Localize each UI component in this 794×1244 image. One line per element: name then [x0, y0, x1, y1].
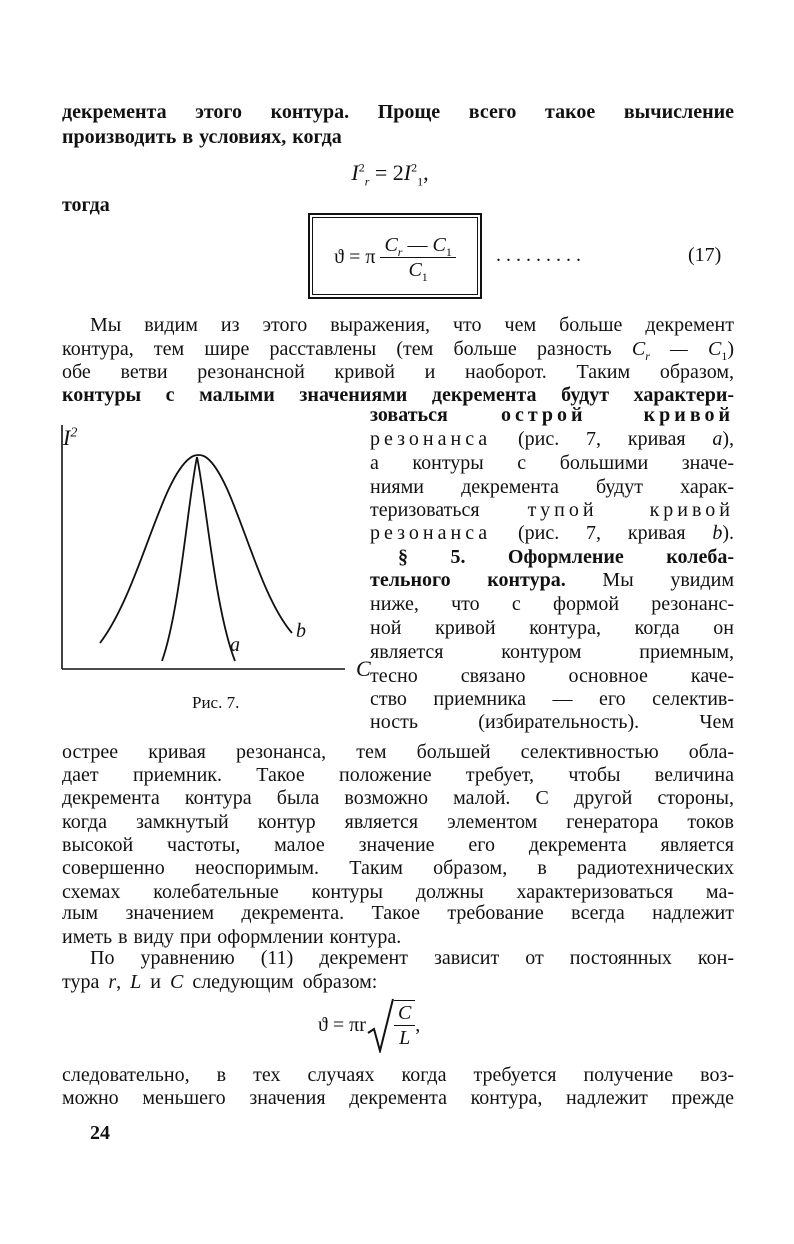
text-line — [62, 970, 734, 994]
formula-symbol: C — [631, 338, 646, 360]
figure-caption: Рис. 7. — [192, 693, 240, 712]
formula-symbol: L — [130, 971, 142, 993]
text-line: острее кривая резонанса, тем большей селективностью обла- — [62, 741, 734, 763]
decrement-formula — [318, 997, 420, 1053]
text-line: тогда — [62, 194, 110, 216]
curve-a-label: a — [230, 634, 240, 656]
formula-fraction — [394, 1000, 415, 1050]
formula-symbol: C — [169, 971, 184, 993]
text-line: обе ветви резонансной кривой и наоборот. Таким образом, — [62, 361, 734, 383]
section-heading-cont: тельного контура. — [370, 569, 566, 591]
text-line: является контуром приемным, — [370, 641, 734, 663]
text-span: ). — [722, 522, 735, 544]
text-span: (рис. 7, кривая — [518, 428, 686, 450]
spaced-text: резонанса — [370, 428, 492, 450]
formula-symbol: r — [108, 971, 117, 993]
fraction-denominator: L — [399, 1027, 411, 1049]
text-span: Мы увидим — [602, 569, 734, 591]
axis-sup: 2 — [70, 425, 78, 441]
formula-symbol: I — [351, 160, 359, 185]
curve-ref: a — [712, 428, 723, 450]
text-span: тура — [62, 971, 100, 993]
text-line: высокой частоты, малое значение его декремента является — [62, 834, 734, 856]
text-line: Мы видим из этого выражения, что чем больше декремент — [90, 314, 734, 336]
text-line: следовательно, в тех случаях когда требуется получение воз- — [62, 1064, 734, 1086]
text-line: дает приемник. Такое положение требует, чтобы величина — [62, 764, 734, 786]
curve-a — [162, 457, 235, 661]
text-line: схемах колебательные контуры должны характеризоваться ма- — [62, 881, 734, 903]
text-span: теризоваться — [370, 499, 480, 521]
formula-sub: r — [397, 244, 403, 259]
formula-symbol: C — [384, 233, 398, 256]
text-line: производить в условиях, когда — [62, 126, 342, 148]
formula-sub: 1 — [445, 244, 452, 259]
y-axis-label — [63, 425, 77, 451]
text-line: декремента этого контура. Проще всего такое вычисление — [62, 101, 734, 123]
equation-number: (17) — [688, 244, 722, 266]
curve-ref: b — [712, 522, 723, 544]
text-line: контуры с малыми значениями декремента будут характери- — [62, 384, 734, 406]
formula-leader: . . . . . . . . . — [496, 244, 581, 266]
sqrt-sign-icon — [366, 997, 394, 1053]
formula-symbol: I — [403, 160, 412, 185]
text-line: декремента контура была возможно малой. С другой стороны, — [62, 787, 734, 809]
x-axis-label: C — [356, 656, 371, 681]
curve-b-label: b — [296, 620, 306, 642]
formula-sub: 1 — [721, 349, 728, 363]
text-line: когда замкнутый контур является элементом генератора токов — [62, 811, 734, 833]
text-span: следующим образом: — [192, 971, 378, 993]
formula-eq: = 2 — [374, 160, 404, 185]
formula-tail: , — [415, 1013, 421, 1036]
formula-minus: — — [402, 233, 433, 256]
text-span: (рис. 7, кривая — [518, 522, 686, 544]
fraction-numerator: C — [394, 1001, 415, 1026]
text-line: ство приемника — его селектив- — [370, 688, 734, 710]
text-span: , — [116, 971, 122, 993]
curve-b — [100, 455, 292, 643]
text-line: иметь в виду при оформлении контура. — [62, 926, 402, 948]
text-span: и — [150, 971, 161, 993]
text-line: можно меньшего значения декремента контура, надлежит прежде — [62, 1087, 734, 1109]
text-line: ность (избирательность). Чем — [370, 711, 734, 733]
text-line: ниже, что с формой резонанс- — [370, 593, 734, 615]
formula-sub: 1 — [421, 269, 428, 284]
formula-symbol: C — [408, 258, 422, 281]
text-line: По уравнению (11) декремент зависит от постоянных кон- — [90, 947, 734, 969]
text-span: ) — [727, 338, 735, 360]
text-line: совершенно неоспоримым. Таким образом, в радиотехнических — [62, 857, 734, 879]
text-line: ной кривой контура, когда он — [370, 617, 734, 639]
spaced-text: резонанса — [370, 522, 492, 544]
text-span: ), — [722, 428, 735, 450]
formula-lhs: ϑ = π — [334, 245, 376, 268]
formula-lhs: ϑ = πr — [318, 1013, 366, 1036]
section-heading: § 5. Оформление колеба- — [398, 546, 734, 568]
formula-sub: 1 — [417, 174, 424, 189]
text-line: лым значением декремента. Такое требование всегда надлежит — [62, 902, 734, 924]
formula-sup: 2 — [411, 160, 418, 175]
text-line: тесно связано основное каче- — [370, 665, 734, 687]
page-number: 24 — [90, 1122, 110, 1144]
axis-symbol: I — [63, 425, 71, 450]
formula-symbol: — C — [649, 338, 722, 360]
spaced-text: острой кривой — [500, 404, 735, 426]
text-span: контура, тем шире расставлены (тем больше разность — [62, 338, 612, 360]
text-line: ниями декремента будут харак- — [370, 476, 734, 498]
formula-symbol: C — [432, 233, 446, 256]
spaced-text: тупой кривой — [527, 499, 734, 521]
formula-sub: r — [645, 349, 650, 363]
text-span: зоваться — [370, 404, 448, 426]
formula-tail: , — [423, 160, 429, 185]
text-line: а контуры с большими значе- — [370, 452, 734, 474]
formula-sup: 2 — [358, 160, 365, 175]
formula-sub: r — [364, 174, 370, 189]
